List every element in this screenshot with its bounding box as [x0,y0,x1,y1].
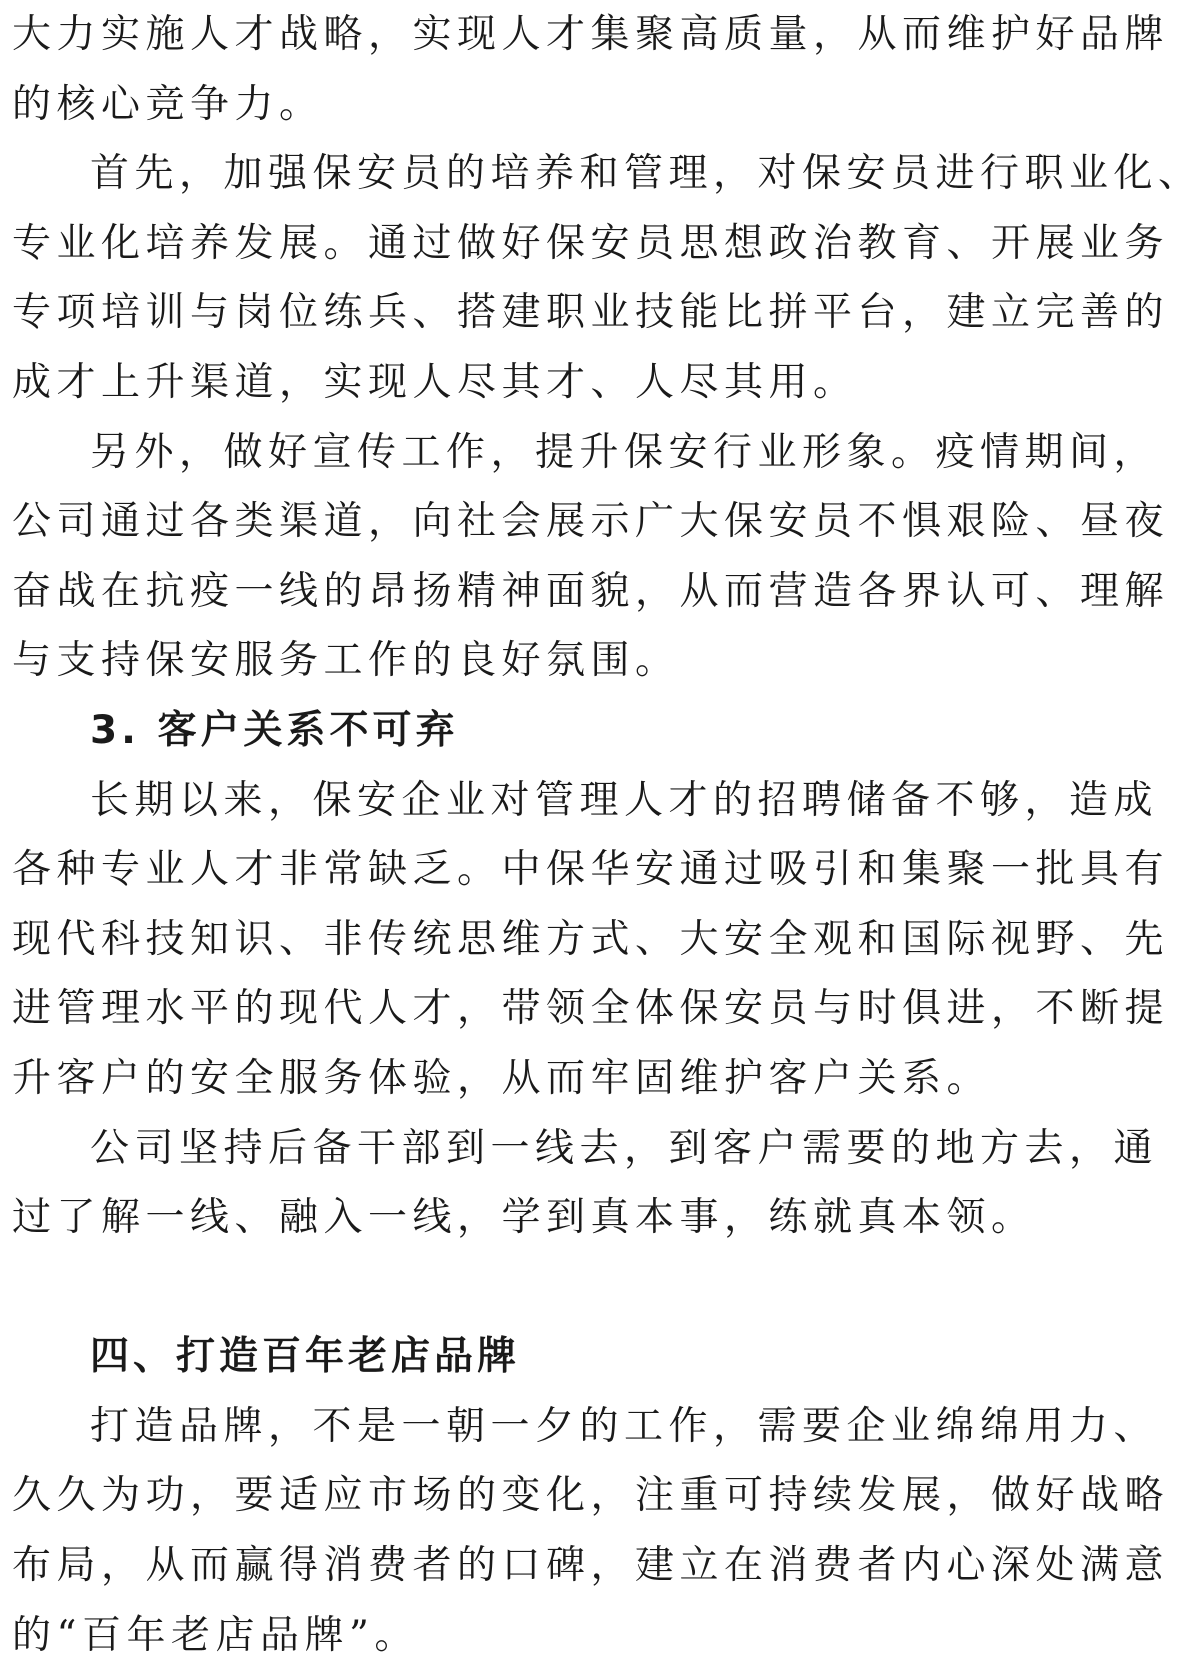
text-line: 的“百年老店品牌”。 [12,1612,419,1658]
text-line: 专项培训与岗位练兵、搭建职业技能比拼平台，建立完善的 [12,290,1170,336]
text-line: 现代科技知识、非传统思维方式、大安全观和国际视野、先 [12,916,1170,962]
text-line: 长期以来，保安企业对管理人才的招聘储备不够，造成 [90,777,1159,823]
text-line: 过了解一线、融入一线，学到真本事，练就真本领。 [12,1195,1036,1241]
text-line: 专业化培养发展。通过做好保安员思想政治教育、开展业务 [12,220,1170,266]
text-line: 奋战在抗疫一线的昂扬精神面貌，从而营造各界认可、理解 [12,568,1170,614]
paragraph-other [12,418,1170,696]
text-line: 与支持保安服务工作的良好氛围。 [12,638,680,684]
paragraph-longterm [12,766,1170,1114]
text-line: 首先，加强保安员的培养和管理，对保安员进行职业化、 [90,151,1203,197]
blank-line [12,1253,1052,1323]
paragraph-brand [12,1392,1170,1670]
paragraph-company [12,1114,1159,1253]
section-heading-3: 3. 客户关系不可弃 [90,707,459,753]
text-line: 进管理水平的现代人才，带领全体保安员与时俱进，不断提 [12,986,1170,1032]
paragraph-first [12,139,1203,417]
text-line: 大力实施人才战略，实现人才集聚高质量，从而维护好品牌 [12,12,1170,57]
text-line: 各种专业人才非常缺乏。中保华安通过吸引和集聚一批具有 [12,847,1170,893]
text-line: 升客户的安全服务体验，从而牢固维护客户关系。 [12,1055,992,1101]
section-heading-4: 四、打造百年老店品牌 [90,1334,521,1380]
text-line: 打造品牌，不是一朝一夕的工作，需要企业绵绵用力、 [90,1403,1159,1449]
paragraph-intro [12,0,1170,139]
text-line: 公司通过各类渠道，向社会展示广大保安员不惧艰险、昼夜 [12,499,1170,545]
text-line: 公司坚持后备干部到一线去，到客户需要的地方去，通 [90,1125,1159,1171]
text-line: 成才上升渠道，实现人尽其才、人尽其用。 [12,359,858,405]
text-line: 另外，做好宣传工作，提升保安行业形象。疫情期间， [90,429,1159,475]
text-line: 的核心竞争力。 [12,81,324,127]
text-line: 久久为功，要适应市场的变化，注重可持续发展，做好战略 [12,1473,1170,1519]
text-line: 布局，从而赢得消费者的口碑，建立在消费者内心深处满意 [12,1543,1170,1589]
